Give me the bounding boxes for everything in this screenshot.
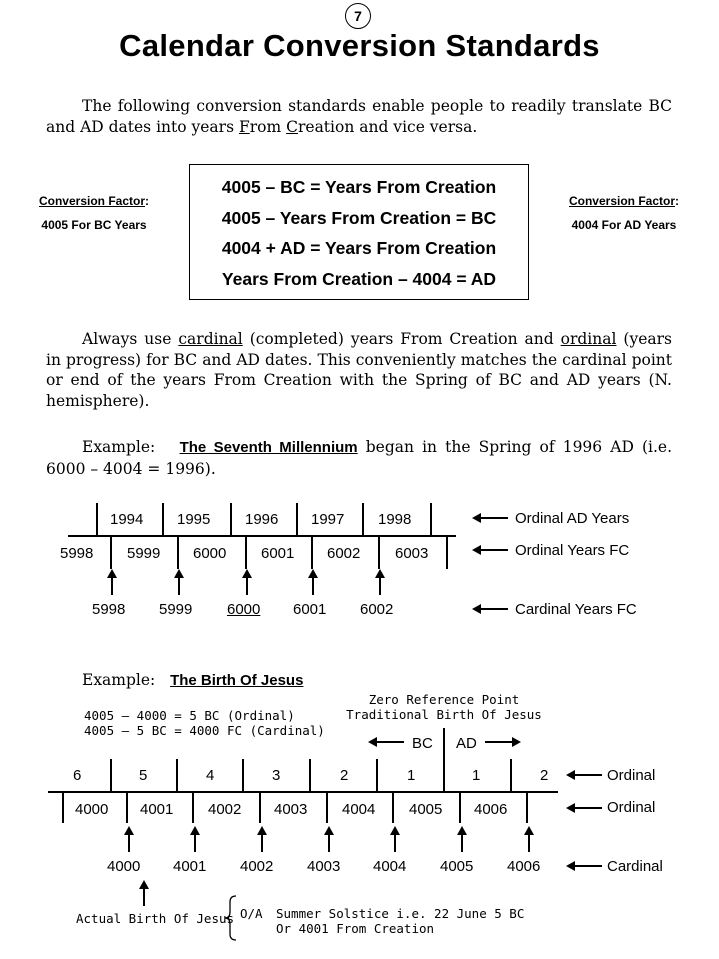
ordinal-number: 2 bbox=[540, 767, 549, 784]
fc-year: 6001 bbox=[261, 545, 295, 562]
fc-year: 6003 bbox=[395, 545, 429, 562]
up-arrow-icon bbox=[124, 826, 134, 852]
right-factor-value: 4004 For AD Years bbox=[571, 218, 677, 232]
fc-year: 4005 bbox=[409, 801, 443, 818]
timeline1-tick bbox=[446, 537, 448, 569]
ordinal-number: 5 bbox=[139, 767, 148, 784]
timeline1-tick bbox=[177, 537, 179, 569]
timeline1-tick bbox=[230, 503, 232, 535]
ad-year: 1995 bbox=[177, 511, 211, 528]
ordinal-number: 1 bbox=[472, 767, 481, 784]
birth-note-ordinal: 4005 – 4000 = 5 BC (Ordinal) bbox=[84, 708, 295, 723]
left-arrow-icon bbox=[566, 770, 602, 780]
label-cardinal: Cardinal bbox=[607, 858, 663, 875]
example-millennium: Example: The Seventh Millennium began in the Spring of 1996 AD (i.e. 6000 – 4004 = 1996). bbox=[46, 438, 673, 478]
cardinal-year: 4003 bbox=[307, 858, 341, 875]
oa-line-2: Or 4001 From Creation bbox=[276, 921, 435, 936]
left-arrow-icon bbox=[472, 604, 508, 614]
left-conversion-factor: Conversion Factor: bbox=[38, 194, 150, 208]
up-arrow-icon bbox=[139, 880, 149, 906]
timeline2-tick bbox=[376, 759, 378, 791]
traditional-birth-label: Traditional Birth Of Jesus bbox=[346, 707, 542, 722]
formula-4: Years From Creation – 4004 = AD bbox=[221, 269, 497, 289]
up-arrow-icon bbox=[390, 826, 400, 852]
zero-reference-point: Zero Reference Point bbox=[368, 692, 520, 707]
label-ordinal-top: Ordinal bbox=[607, 767, 656, 784]
timeline1-tick bbox=[362, 503, 364, 535]
fc-year: 4004 bbox=[342, 801, 376, 818]
page-title: Calendar Conversion Standards bbox=[119, 28, 600, 63]
timeline2-tick bbox=[242, 759, 244, 791]
timeline2-tick bbox=[110, 759, 112, 791]
label-ordinal-ad-years: Ordinal AD Years bbox=[515, 510, 630, 527]
ad-right-arrow-icon bbox=[485, 737, 521, 747]
zero-reference-line bbox=[443, 728, 445, 792]
left-arrow-icon bbox=[472, 545, 508, 555]
ad-year: 1997 bbox=[311, 511, 345, 528]
timeline2-tick bbox=[459, 793, 461, 823]
ordinal-number: 4 bbox=[206, 767, 215, 784]
cardinal-ordinal-paragraph: Always use cardinal (completed) years From Creation and ordinal (years in progress) for BC and AD dates. This conveniently matches the cardinal point or end of the years From Creation with the Spring of BC and AD years (N. hemisphere). bbox=[46, 330, 672, 410]
label-ordinal-years-fc: Ordinal Years FC bbox=[515, 542, 630, 559]
cardinal-year: 4001 bbox=[173, 858, 207, 875]
fc-year: 6000 bbox=[193, 545, 227, 562]
up-arrow-icon bbox=[107, 569, 117, 595]
timeline2-tick bbox=[192, 793, 194, 823]
cardinal-year: 4000 bbox=[107, 858, 141, 875]
timeline1-tick bbox=[245, 537, 247, 569]
label-ordinal-mid: Ordinal bbox=[607, 799, 656, 816]
birth-note-cardinal: 4005 – 5 BC = 4000 FC (Cardinal) bbox=[84, 723, 325, 738]
page-number: 7 bbox=[345, 3, 371, 29]
intro-paragraph: The following conversion standards enable people to readily translate BC and AD dates into years From Creation and vice versa. bbox=[46, 97, 672, 136]
timeline2-tick bbox=[326, 793, 328, 823]
timeline2-tick bbox=[62, 793, 64, 823]
up-arrow-icon bbox=[324, 826, 334, 852]
up-arrow-icon bbox=[242, 569, 252, 595]
fc-year: 6002 bbox=[327, 545, 361, 562]
up-arrow-icon bbox=[190, 826, 200, 852]
fc-year: 4002 bbox=[208, 801, 242, 818]
actual-birth-label: Actual Birth Of Jesus bbox=[76, 911, 235, 926]
timeline2-top-axis bbox=[48, 791, 558, 793]
fc-year: 4006 bbox=[474, 801, 508, 818]
ad-year: 1994 bbox=[110, 511, 144, 528]
timeline1-axis bbox=[68, 535, 456, 537]
formula-1: 4005 – BC = Years From Creation bbox=[221, 177, 497, 197]
oa-label: O/A bbox=[240, 906, 263, 921]
timeline1-tick bbox=[378, 537, 380, 569]
brace-icon bbox=[224, 894, 238, 942]
timeline2-tick bbox=[526, 793, 528, 823]
up-arrow-icon bbox=[174, 569, 184, 595]
ordinal-number: 3 bbox=[272, 767, 281, 784]
ordinal-number: 1 bbox=[407, 767, 416, 784]
timeline1-tick bbox=[110, 537, 112, 569]
left-arrow-icon bbox=[566, 803, 602, 813]
timeline1-tick bbox=[162, 503, 164, 535]
cardinal-year: 5998 bbox=[92, 601, 126, 618]
cardinal-year: 4005 bbox=[440, 858, 474, 875]
timeline2-tick bbox=[259, 793, 261, 823]
ordinal-number: 6 bbox=[73, 767, 82, 784]
bc-label: BC bbox=[412, 735, 433, 752]
up-arrow-icon bbox=[457, 826, 467, 852]
up-arrow-icon bbox=[375, 569, 385, 595]
timeline1-tick bbox=[296, 503, 298, 535]
formula-2: 4005 – Years From Creation = BC bbox=[221, 208, 497, 228]
label-cardinal-years-fc: Cardinal Years FC bbox=[515, 601, 637, 618]
cardinal-year: 6002 bbox=[360, 601, 394, 618]
left-factor-value: 4005 For BC Years bbox=[41, 218, 147, 232]
fc-year: 5999 bbox=[127, 545, 161, 562]
timeline2-tick bbox=[176, 759, 178, 791]
up-arrow-icon bbox=[257, 826, 267, 852]
ordinal-number: 2 bbox=[340, 767, 349, 784]
timeline1-tick bbox=[311, 537, 313, 569]
ad-year: 1998 bbox=[378, 511, 412, 528]
cardinal-year: 5999 bbox=[159, 601, 193, 618]
example-birth-jesus: Example: The Birth Of Jesus bbox=[82, 671, 304, 689]
cardinal-year: 4006 bbox=[507, 858, 541, 875]
timeline2-tick bbox=[392, 793, 394, 823]
timeline2-tick bbox=[126, 793, 128, 823]
ad-year: 1996 bbox=[245, 511, 279, 528]
timeline2-tick bbox=[510, 759, 512, 791]
timeline2-tick bbox=[309, 759, 311, 791]
oa-line-1: Summer Solstice i.e. 22 June 5 BC bbox=[276, 906, 525, 921]
left-arrow-icon bbox=[472, 513, 508, 523]
fc-year: 4003 bbox=[274, 801, 308, 818]
up-arrow-icon bbox=[308, 569, 318, 595]
left-arrow-icon bbox=[566, 861, 602, 871]
cardinal-year: 6000 bbox=[227, 601, 261, 618]
bc-left-arrow-icon bbox=[368, 737, 404, 747]
timeline1-tick bbox=[430, 503, 432, 535]
fc-year: 5998 bbox=[60, 545, 94, 562]
formula-3: 4004 + AD = Years From Creation bbox=[221, 238, 497, 258]
fc-year: 4000 bbox=[75, 801, 109, 818]
cardinal-year: 4004 bbox=[373, 858, 407, 875]
timeline1-tick bbox=[96, 503, 98, 535]
cardinal-year: 6001 bbox=[293, 601, 327, 618]
ad-label: AD bbox=[456, 735, 477, 752]
up-arrow-icon bbox=[524, 826, 534, 852]
fc-year: 4001 bbox=[140, 801, 174, 818]
cardinal-year: 4002 bbox=[240, 858, 274, 875]
right-conversion-factor: Conversion Factor: bbox=[568, 194, 680, 208]
